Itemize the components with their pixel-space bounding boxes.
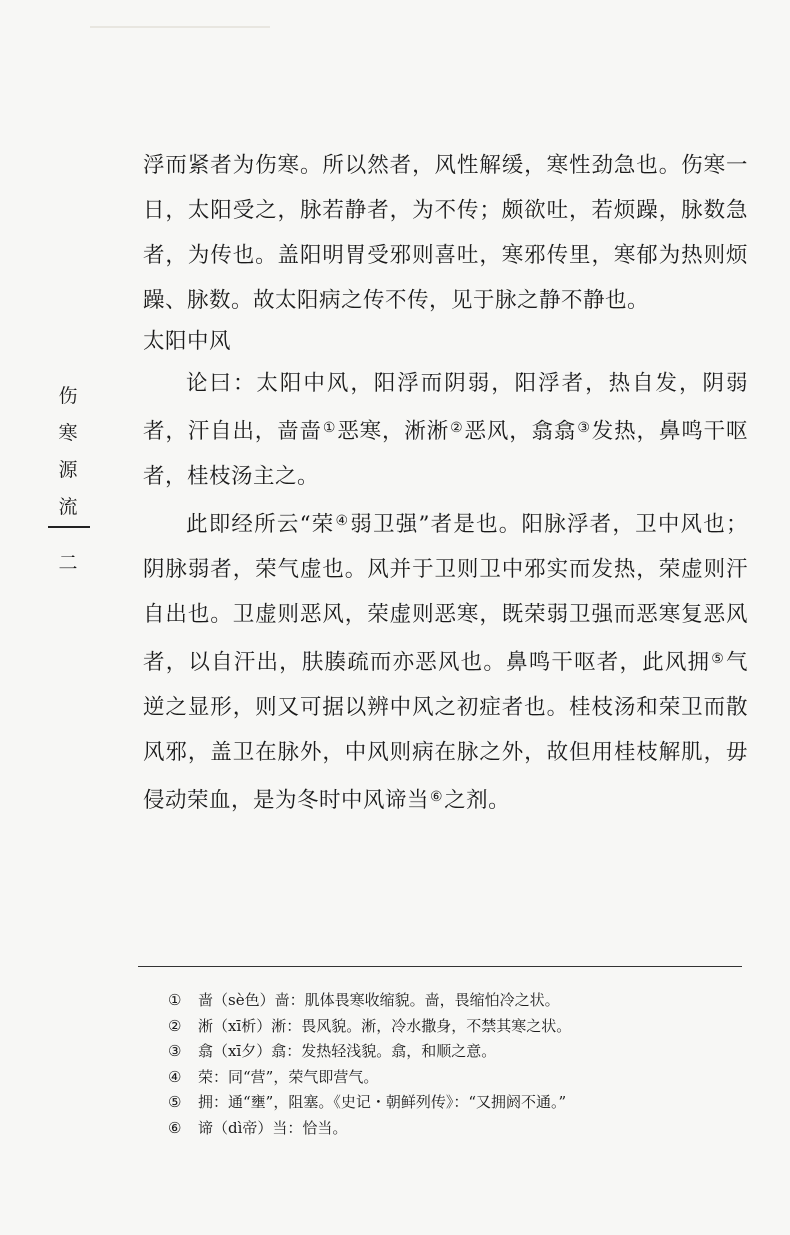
paragraph-2 xyxy=(143,361,748,499)
footnote xyxy=(168,1065,728,1091)
footnote-rule xyxy=(138,966,742,967)
page-number: 二 xyxy=(58,552,78,574)
side-divider xyxy=(48,526,90,528)
footnote-number: ④ xyxy=(168,1067,182,1086)
text-run: 此即经所云“荣 xyxy=(186,512,335,537)
footnote-text: 荣：同“营”，荣气即营气。 xyxy=(198,1067,379,1086)
running-title-char: 源 xyxy=(58,459,78,481)
text-run: 恶风，翕翕 xyxy=(464,419,577,444)
text-run: 弱卫强”者是也。阳脉浮者，卫中风也；阴脉弱者，荣气虚也。风并于卫则卫中邪实而发热，荣虚则汗自出也。卫虚则恶风，荣虚则恶寒，既荣弱卫强而恶寒复恶风者，以自汗出，肤腠疏而亦恶风也。鼻鸣干呕者，此风拥 xyxy=(143,512,748,675)
footnote-number: ⑥ xyxy=(168,1118,182,1137)
main-text xyxy=(143,143,748,823)
text-run: 发热，鼻鸣干呕者，桂枝汤主之。 xyxy=(143,419,748,489)
paragraph-1: 浮而紧者为伤寒。所以然者，风性解缓，寒性劲急也。伤寒一日，太阳受之，脉若静者，为不传；颇欲吐，若烦躁，脉数急者，为传也。盖阳明胃受邪则喜吐，寒邪传里，寒郁为热则烦躁、脉数。故太阳病之传不传，见于脉之静不静也。 xyxy=(143,153,748,313)
footnote-number: ③ xyxy=(168,1042,182,1060)
footnote xyxy=(168,1116,728,1142)
running-title-char: 流 xyxy=(58,496,78,518)
text-run: 气逆之显形，则又可据以辨中风之初症者也。桂枝汤和荣卫而散风邪，盖卫在脉外，中风则病在脉之外，故但用桂枝解肌，毋侵动荣血，是为冬时中风谛当 xyxy=(143,650,748,813)
footnote-number: ① xyxy=(168,991,182,1009)
running-title-char: 寒 xyxy=(58,422,78,444)
footnote-ref: ④ xyxy=(335,513,350,529)
footnote-ref: ③ xyxy=(577,420,591,436)
footnote-number: ⑤ xyxy=(168,1093,182,1111)
footnote-text: 谛（dì帝）当：恰当。 xyxy=(198,1118,348,1137)
footnote xyxy=(168,1014,728,1040)
running-title xyxy=(52,378,84,526)
footnote-text: 淅（xī析）淅：畏风貌。淅，冷水撒身，不禁其寒之状。 xyxy=(198,1016,572,1035)
footnote-ref: ⑥ xyxy=(430,789,444,805)
footnote-text: 啬（sè色）啬：肌体畏寒收缩貌。啬，畏缩怕冷之状。 xyxy=(198,991,560,1009)
text-run: 恶寒，淅淅 xyxy=(337,419,450,444)
scan-mark xyxy=(90,26,270,28)
footnote-text: 拥：通“壅”，阻塞。《史记・朝鲜列传》：“又拥阏不通。” xyxy=(198,1093,567,1111)
footnote xyxy=(168,988,728,1014)
text-run: 之剂。 xyxy=(444,788,511,813)
footnote xyxy=(168,1090,728,1116)
text-run: 论曰：太阳中风，阳浮而阴弱，阳浮者，热自发，阴弱者，汗自出，啬啬 xyxy=(143,371,748,444)
footnotes xyxy=(168,988,728,1141)
paragraph-3 xyxy=(143,499,748,823)
footnote-number: ② xyxy=(168,1016,182,1035)
running-title-char: 伤 xyxy=(58,385,78,407)
footnote-text: 翕（xī夕）翕：发热轻浅貌。翕，和顺之意。 xyxy=(198,1042,497,1060)
footnote-ref: ① xyxy=(322,420,337,436)
section-heading: 太阳中风 xyxy=(143,329,232,354)
footnote xyxy=(168,1039,728,1065)
footnote-ref: ② xyxy=(450,420,464,436)
footnote-ref: ⑤ xyxy=(711,651,725,667)
